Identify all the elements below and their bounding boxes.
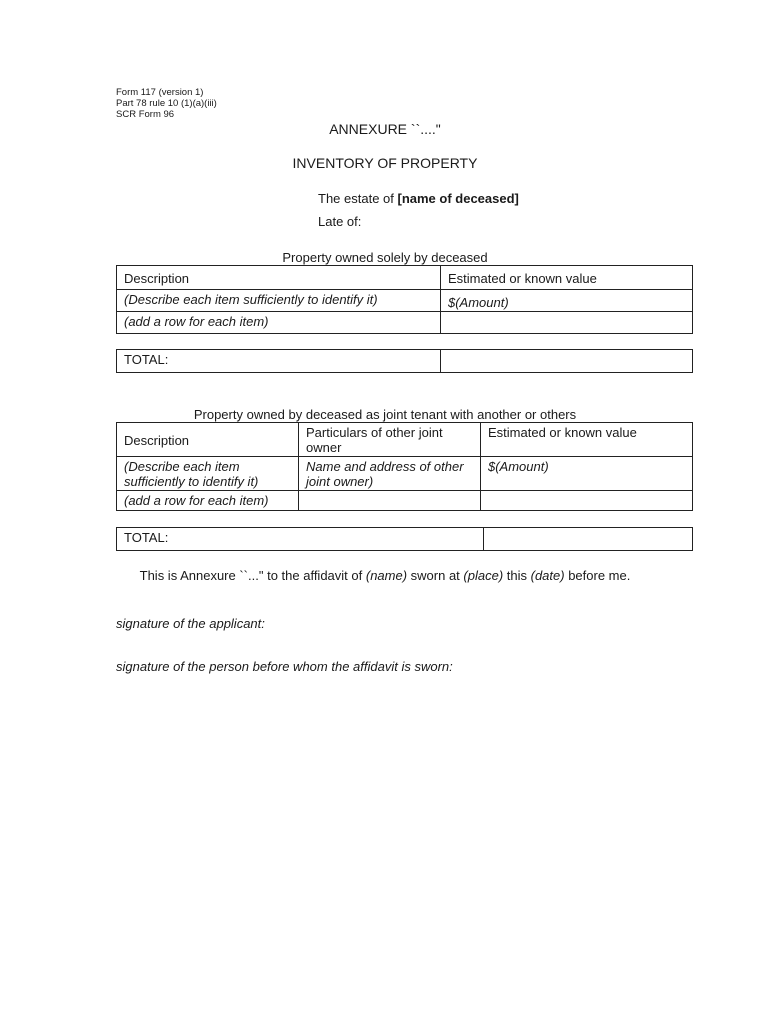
- value-header: Estimated or known value: [481, 423, 693, 457]
- description-header: Description: [117, 423, 299, 457]
- joint-property-table: [116, 422, 693, 511]
- estate-prefix: The estate of: [318, 191, 398, 206]
- sworn-before-signature-label: signature of the person before whom the affidavit is sworn:: [116, 659, 453, 674]
- item-value-cell: $(Amount): [441, 290, 693, 312]
- statement-text: sworn at: [407, 568, 464, 583]
- item-value-cell: $(Amount): [481, 457, 693, 491]
- item-value-cell: [481, 491, 693, 511]
- form-number: Form 117 (version 1): [116, 87, 204, 98]
- table-row: [117, 290, 693, 312]
- joint-owner-cell: Name and address of other joint owner): [299, 457, 481, 491]
- table-header-row: [117, 266, 693, 290]
- particulars-header: Particulars of other joint owner: [299, 423, 481, 457]
- total-value-cell: [484, 528, 693, 551]
- item-value-cell: [441, 312, 693, 334]
- rule-reference: Part 78 rule 10 (1)(a)(iii): [116, 98, 217, 109]
- date-placeholder: (date): [530, 568, 565, 583]
- deponent-name-placeholder: (name): [365, 568, 408, 583]
- scr-form-reference: SCR Form 96: [116, 109, 175, 120]
- item-description-cell: (add a row for each item): [117, 491, 299, 511]
- total-label: TOTAL:: [117, 350, 441, 373]
- statement-text: this: [503, 568, 531, 583]
- table-row: [117, 312, 693, 334]
- table-header-row: [117, 423, 693, 457]
- annexure-title: ANNEXURE ``....": [329, 121, 441, 137]
- statement-text: This is Annexure ``..." to the affidavit of: [139, 568, 366, 583]
- sole-property-caption: Property owned solely by deceased: [282, 250, 488, 265]
- annexure-statement: [120, 568, 650, 584]
- joint-owner-cell: [299, 491, 481, 511]
- table-row: [117, 457, 693, 491]
- joint-property-caption: Property owned by deceased as joint tenant with another or others: [193, 407, 577, 422]
- place-placeholder: (place): [463, 568, 504, 583]
- total-row: [117, 528, 693, 551]
- total-value-cell: [441, 350, 693, 373]
- value-header: Estimated or known value: [441, 266, 693, 290]
- table-row: [117, 491, 693, 511]
- applicant-signature-label: signature of the applicant:: [116, 616, 265, 631]
- item-description-cell: (Describe each item sufficiently to identify it): [117, 290, 441, 312]
- description-header: Description: [117, 266, 441, 290]
- statement-text: before me.: [564, 568, 631, 583]
- item-description-cell: (add a row for each item): [117, 312, 441, 334]
- total-row: [117, 350, 693, 373]
- total-label: TOTAL:: [117, 528, 484, 551]
- joint-total-table: [116, 527, 693, 551]
- sole-total-table: [116, 349, 693, 373]
- late-of-label: Late of:: [318, 214, 362, 229]
- item-description-cell: (Describe each item sufficiently to identify it): [117, 457, 299, 491]
- sole-property-table: [116, 265, 693, 334]
- deceased-name-placeholder: [name of deceased]: [397, 191, 519, 206]
- estate-line: [318, 191, 519, 206]
- inventory-title: INVENTORY OF PROPERTY: [292, 155, 478, 171]
